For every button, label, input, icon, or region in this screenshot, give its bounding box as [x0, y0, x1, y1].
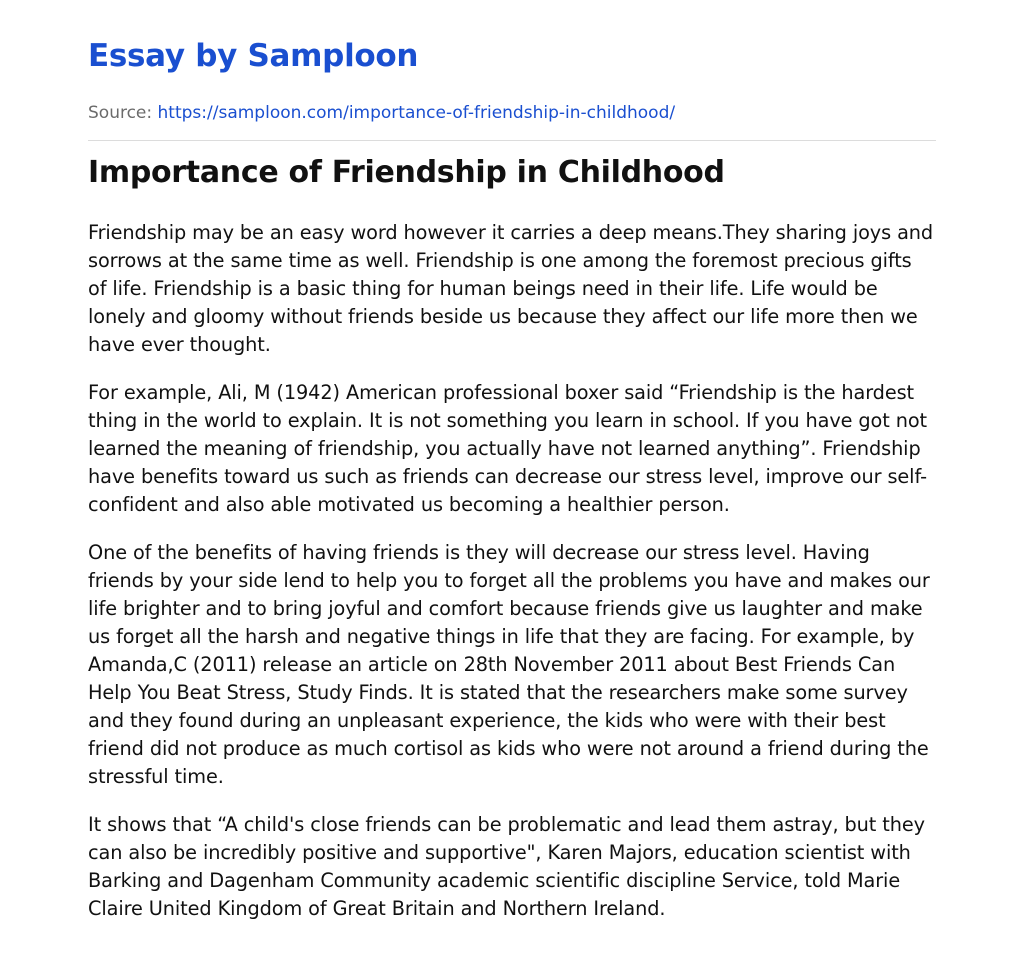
essay-title: Importance of Friendship in Childhood [88, 155, 725, 190]
paragraph: Friendship may be an easy word however it carries a deep means.They sharing joys and sorrows at the same time as well. Friendship is one among the foremost precious gifts of life. Friendship is a basic thing for human beings need in their life. Life would be lonely and gloomy without friends beside us because they affect our life more then we have ever thought. [88, 221, 934, 356]
source-label: Source: [88, 103, 153, 123]
page [88, 0, 936, 923]
paragraph: One of the benefits of having friends is they will decrease our stress level. Having friends by your side lend to help you to forget all the problems you have and makes our life brighter and to bring joyful and comfort because friends give us laughter and make us forget all the harsh and negative things in life that they are facing. For example, by Amanda,C (2011) release an article on 28th November 2011 about Best Friends Can Help You Beat Stress, Study Finds. It is stated that the researchers make some survey and they found during an unpleasant experience, the kids who were with their best friend did not produce as much cortisol as kids who were not around a friend during the stressful time. [88, 541, 930, 788]
paragraph: It shows that “A child's close friends can be problematic and lead them astray, but they can also be incredibly positive and supportive", Karen Majors, education scientist with Barking and Dagenham Community academic scientific discipline Service, told Marie Claire United Kingdom of Great Britain and Northern Ireland. [88, 813, 925, 920]
essay-body [88, 219, 936, 923]
source-link[interactable]: https://samploon.com/importance-of-friendship-in-childhood/ [157, 103, 676, 123]
divider [88, 140, 936, 141]
source-line [88, 101, 936, 125]
paragraph: For example, Ali, M (1942) American professional boxer said “Friendship is the hardest thing in the world to explain. It is not something you learn in school. If you have got not learned the meaning of friendship, you actually have not learned anything”. Friendship have benefits toward us such as friends can decrease our stress level, improve our self-confident and also able motivated us becoming a healthier person. [88, 381, 928, 516]
brand-title: Essay by Samploon [88, 38, 419, 74]
